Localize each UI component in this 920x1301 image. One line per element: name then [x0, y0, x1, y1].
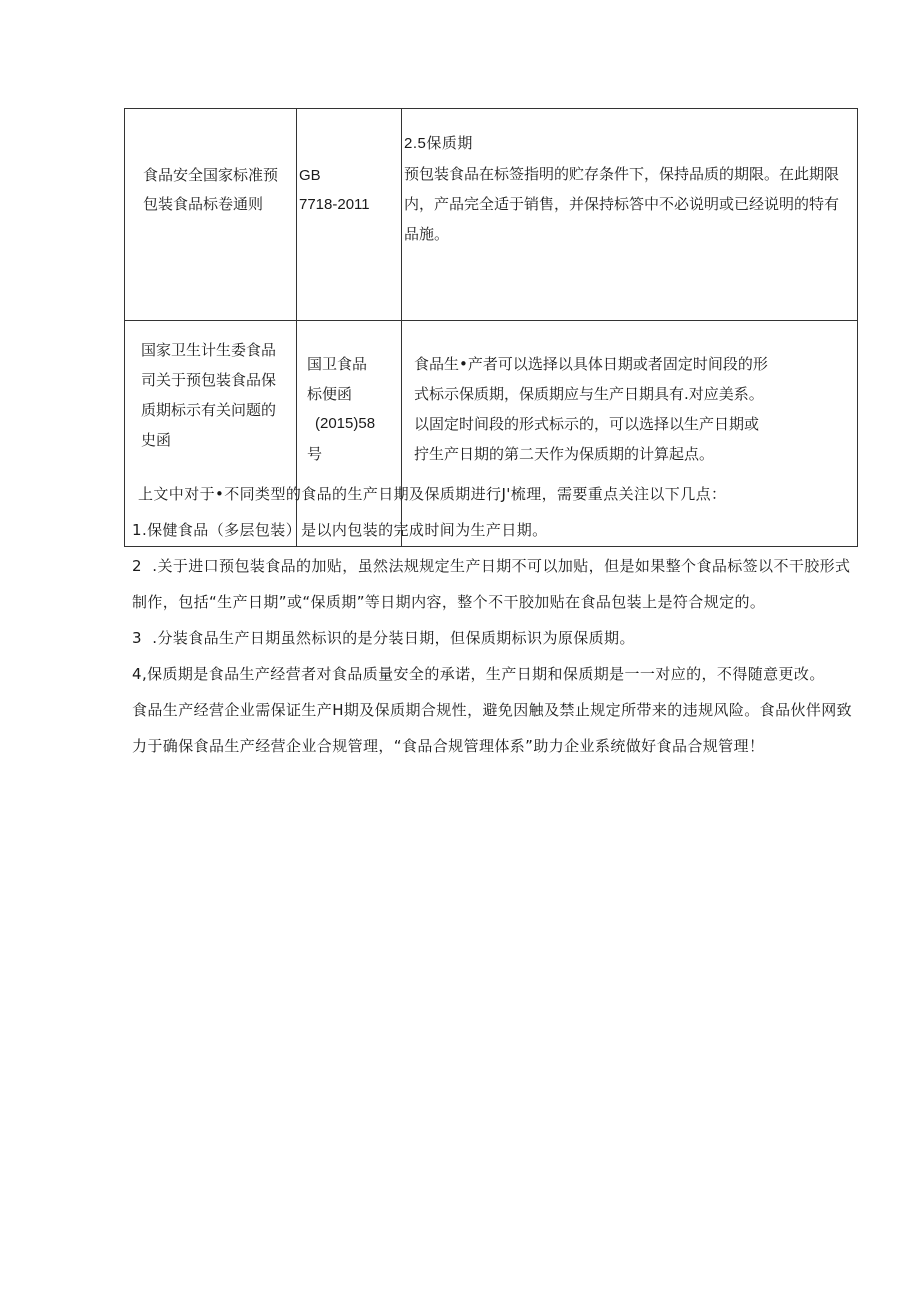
closing-paragraph: 食品生产经营企业需保证生产H期及保质期合规性，避免因触及禁止规定所带来的违规风险。食品伙伴网致力于确保食品生产经营企业合规管理，“食品合规管理体系”助力企业系统做好食品合规管理！ — [132, 701, 853, 755]
point-3: 3 .分装食品生产日期虽然标识的是分装日期，但保质期标识为原保质期。 — [132, 629, 635, 647]
point-2: 2 .关于进口预包装食品的加贴，虽然法规规定生产日期不可以加贴，但是如果整个食品标签以不干胶形式制作，包括“生产日期”或“保质期”等日期内容，整个不干胶加贴在食品包装上是符合规定的。 — [132, 557, 851, 611]
regulation-code-line: GB — [299, 167, 321, 184]
definition-body: 预包装食品在标签指明的贮存条件下，保持品质的期限。在此期限内，产品完全适于销售，并保持标答中不必说明或已经说明的特有品施。 — [404, 165, 840, 243]
regulation-code-cell — [297, 109, 402, 321]
body-text — [132, 476, 858, 764]
regulation-name-cell — [125, 109, 297, 321]
definition-line: 以固定时间段的形式标示的，可以选择以生产日期或 — [414, 415, 760, 433]
definition-line: 式标示保质期，保质期应与生产日期具有.对应美系。 — [414, 385, 764, 403]
definition-cell — [402, 109, 858, 321]
definition-heading: 2.5保质期 — [404, 135, 473, 152]
point-1: 1.保健食品（多层包装）是以内包装的完成时间为生产日期。 — [132, 521, 548, 539]
regulation-code-line: 号 — [307, 445, 323, 463]
table-row — [125, 109, 858, 321]
regulation-name: 食品安全国家标准预包装食品标卷通则 — [143, 166, 279, 213]
point-4: 4,保质期是食品生产经营者对食品质量安全的承诺，生产日期和保质期是一一对应的，不得随意更改。 — [132, 665, 825, 683]
definition-line: 拧生产日期的第二天作为保质期的计算起点。 — [414, 445, 715, 463]
regulation-name: 国家卫生计生委食品司关于预包装食品保质期标示有关问题的史函 — [141, 341, 277, 449]
intro-paragraph: 上文中对于•不同类型的食品的生产日期及保质期进行J'梳理，需要重点关注以下几点： — [138, 485, 727, 503]
definition-line: 食品生•产者可以选择以具体日期或者固定时间段的形 — [414, 355, 768, 373]
regulation-code-line: 标便函 — [307, 385, 353, 403]
regulation-code-line: 国卫食品 — [307, 355, 368, 373]
regulation-code-line: 7718-2011 — [299, 196, 370, 213]
regulation-code-line: (2015)58 — [315, 415, 376, 432]
